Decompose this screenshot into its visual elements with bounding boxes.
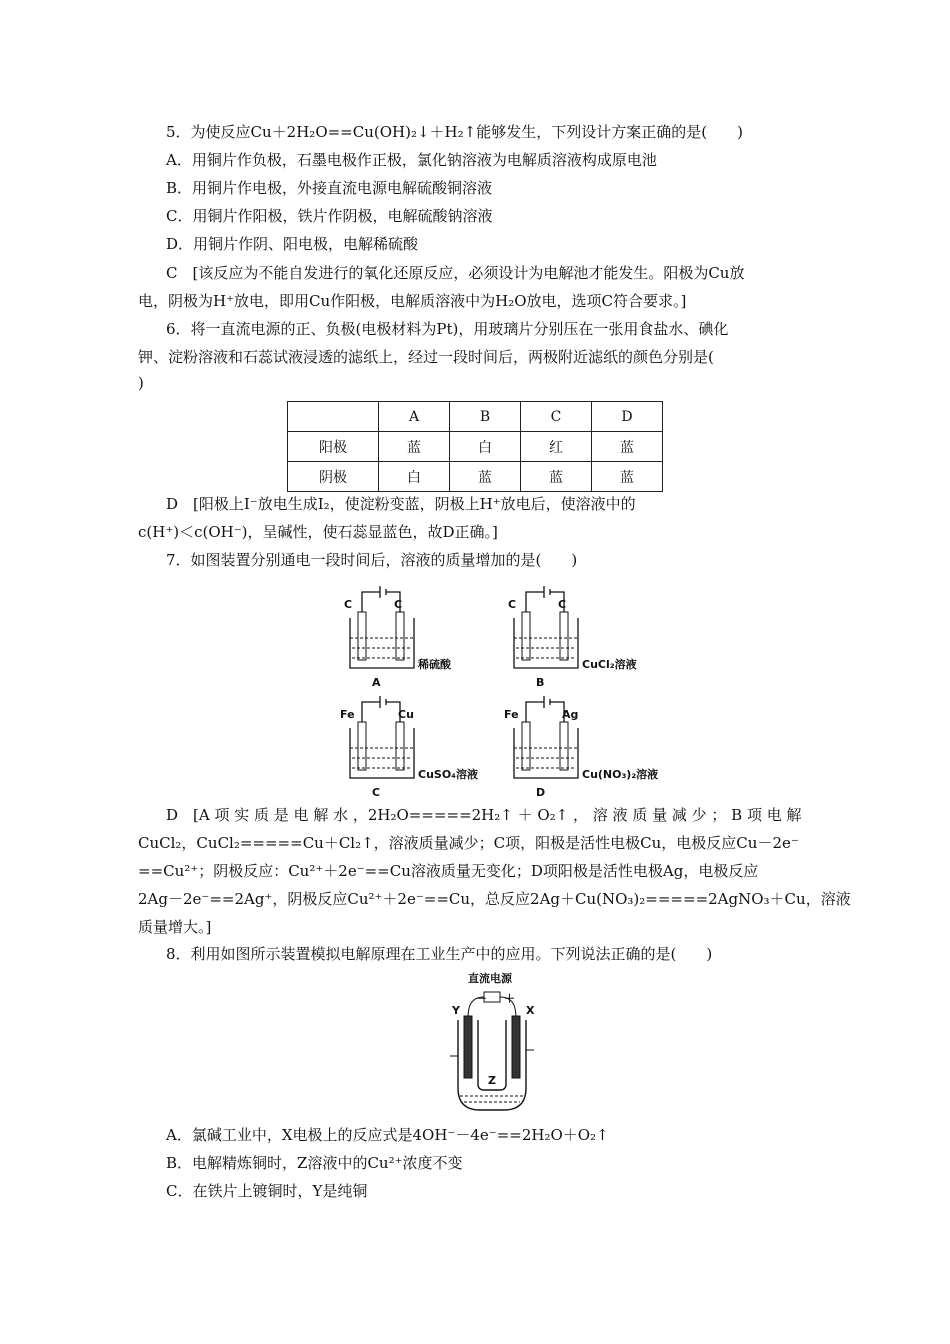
electrode-right-label: C: [394, 598, 403, 611]
q5-option-b: B．用铜片作电极，外接直流电源电解硫酸铜溶液: [166, 179, 493, 197]
minus-label: －: [476, 992, 487, 1005]
table-cell: 蓝: [592, 462, 663, 492]
electrode-x-label: X: [526, 1004, 535, 1017]
q7-answer: D [A 项 实 质 是 电 解 水 ，2H₂O=====2H₂↑ ＋ O₂↑ ， 溶 液 质 量 减 少 ； B 项 电 解: [166, 806, 802, 824]
table-cell: 蓝: [521, 462, 592, 492]
power-label: 直流电源: [468, 972, 512, 985]
table-cell: 蓝: [379, 432, 450, 462]
electrode-right-label: Ag: [562, 708, 579, 721]
table-cell: C: [521, 402, 592, 432]
figure-id: A: [372, 676, 381, 689]
electrode-right-label: C: [558, 598, 567, 611]
electrode-y-label: Y: [452, 1004, 460, 1017]
table-cell: 蓝: [592, 432, 663, 462]
table-cell: 红: [521, 432, 592, 462]
q8-option-a: A．氯碱工业中，X电极上的反应式是4OH⁻－4e⁻==2H₂O＋O₂↑: [166, 1126, 609, 1144]
table-cell: 阴极: [288, 462, 379, 492]
electrode-right-label: Cu: [398, 708, 414, 721]
q5-stem: 5．为使反应Cu＋2H₂O==Cu(OH)₂↓＋H₂↑能够发生，下列设计方案正确的是( ): [166, 123, 743, 141]
table-row: [288, 462, 663, 492]
q6-stem-cont: 钾、淀粉溶液和石蕊试液浸透的滤纸上，经过一段时间后，两极附近滤纸的颜色分别是(: [138, 348, 714, 366]
q7-answer-cont: CuCl₂，CuCl₂=====Cu＋Cl₂↑，溶液质量减少；C项，阳极是活性电极Cu，电极反应Cu－2e⁻: [138, 834, 799, 852]
solution-z-label: Z: [488, 1074, 496, 1087]
q7-figure-d: [502, 688, 662, 800]
solution-label: 稀硫酸: [418, 658, 451, 671]
q8-stem: 8．利用如图所示装置模拟电解原理在工业生产中的应用。下列说法正确的是( ): [166, 945, 713, 963]
table-header-row: [288, 402, 663, 432]
q7-figure-b: [502, 578, 642, 690]
table-cell: 白: [379, 462, 450, 492]
q5-option-a: A．用铜片作负极，石墨电极作正极，氯化钠溶液为电解质溶液构成原电池: [166, 151, 657, 169]
figure-id: C: [372, 786, 381, 799]
q8-figure-u-tube: [440, 968, 550, 1118]
electrode-left-label: Fe: [504, 708, 519, 721]
q7-answer-cont: 质量增大。]: [138, 918, 212, 936]
table-cell: [288, 402, 379, 432]
table-cell: D: [592, 402, 663, 432]
table-cell: 蓝: [450, 462, 521, 492]
electrode-left-label: Fe: [340, 708, 355, 721]
solution-label: CuCl₂溶液: [582, 658, 637, 671]
table-cell: 阳极: [288, 432, 379, 462]
q6-stem: 6．将一直流电源的正、负极(电极材料为Pt)，用玻璃片分别压在一张用食盐水、碘化: [166, 320, 729, 338]
plus-label: ＋: [504, 992, 515, 1005]
electrode-left-label: C: [508, 598, 517, 611]
q6-answer-cont: c(H⁺)＜c(OH⁻)，呈碱性，使石蕊显蓝色，故D正确。]: [138, 523, 498, 541]
q8-option-c: C．在铁片上镀铜时，Y是纯铜: [166, 1182, 368, 1200]
q6-stem-cont2: ): [138, 374, 144, 392]
q8-option-b: B．电解精炼铜时，Z溶液中的Cu²⁺浓度不变: [166, 1154, 463, 1172]
electrode-left-label: C: [344, 598, 353, 611]
table-cell: B: [450, 402, 521, 432]
figure-id: B: [536, 676, 545, 689]
q7-figure-c: [338, 688, 478, 800]
q7-answer-cont: ==Cu²⁺；阴极反应：Cu²⁺＋2e⁻==Cu溶液质量无变化；D项阳极是活性电极Ag，电极反应: [138, 862, 759, 880]
solution-label: CuSO₄溶液: [418, 768, 478, 781]
q6-answer: D [阳极上I⁻放电生成I₂，使淀粉变蓝，阴极上H⁺放电后，使溶液中的: [166, 495, 636, 513]
figure-id: D: [536, 786, 546, 799]
table-cell: A: [379, 402, 450, 432]
solution-label: Cu(NO₃)₂溶液: [582, 768, 659, 781]
q5-answer-cont: 电，阴极为H⁺放电，即用Cu作阳极，电解质溶液中为H₂O放电，选项C符合要求。]: [138, 292, 687, 310]
table-cell: 白: [450, 432, 521, 462]
q5-option-d: D．用铜片作阴、阳电极，电解稀硫酸: [166, 235, 419, 253]
q5-answer: C [该反应为不能自发进行的氧化还原反应，必须设计为电解池才能发生。阳极为Cu放: [166, 264, 745, 282]
q5-option-c: C．用铜片作阳极，铁片作阴极，电解硫酸钠溶液: [166, 207, 493, 225]
q7-answer-cont: 2Ag－2e⁻==2Ag⁺，阴极反应Cu²⁺＋2e⁻==Cu，总反应2Ag＋Cu(NO₃)₂=====2AgNO₃＋Cu，溶液: [138, 890, 851, 908]
table-row: [288, 432, 663, 462]
q6-table: [287, 401, 663, 492]
q7-figure-a: [338, 578, 468, 690]
q7-stem: 7．如图装置分别通电一段时间后，溶液的质量增加的是( ): [166, 551, 578, 569]
